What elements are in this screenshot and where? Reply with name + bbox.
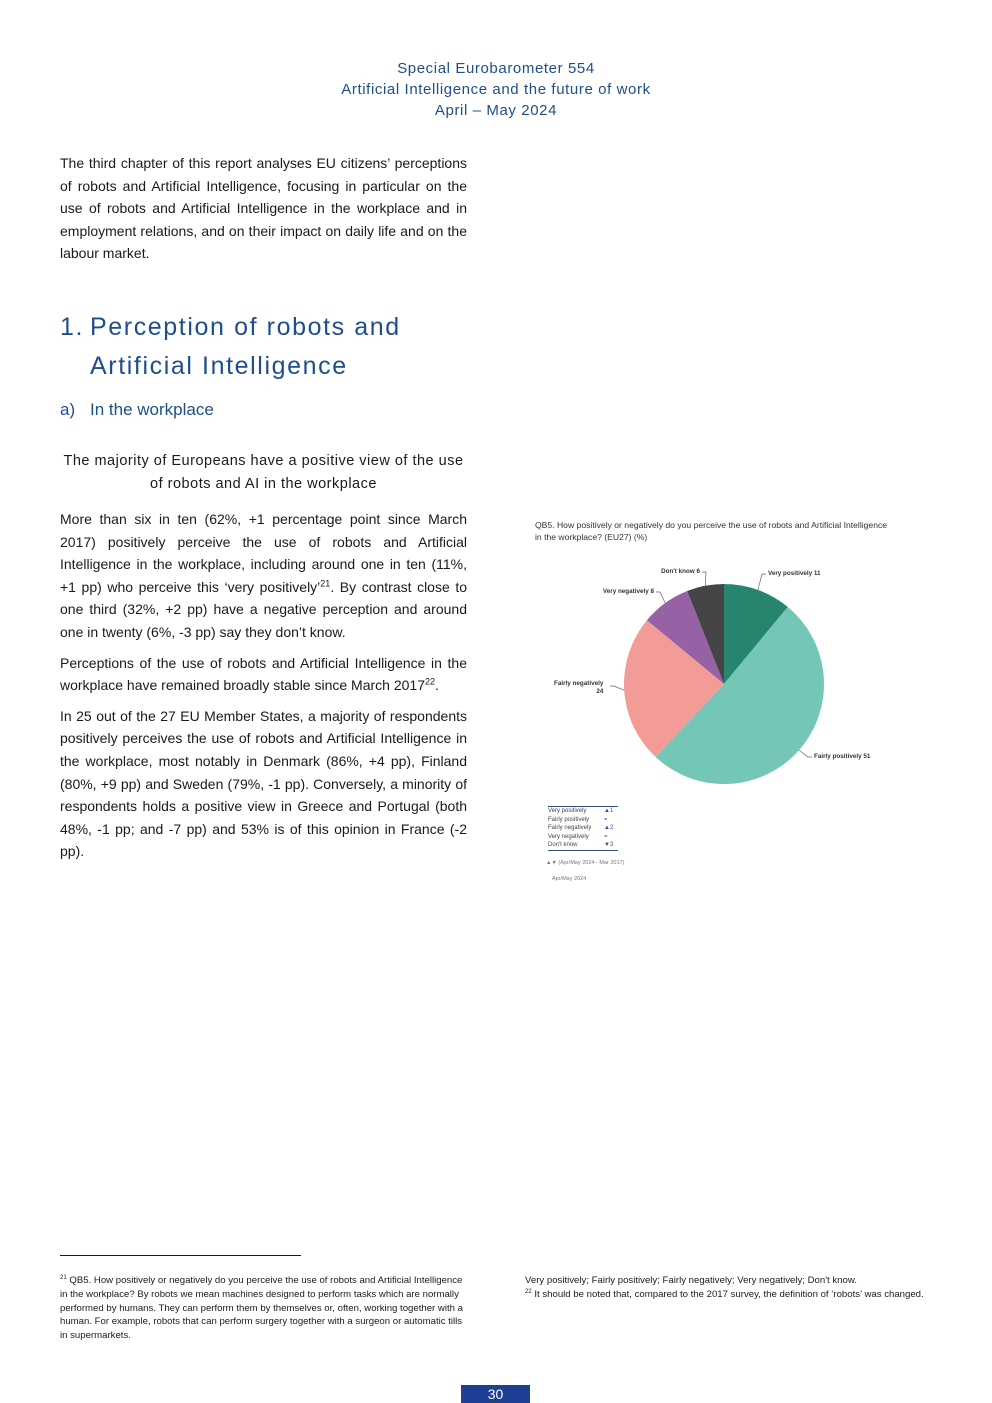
header-report-topic: Artificial Intelligence and the future of work xyxy=(341,81,651,98)
footnote-divider xyxy=(60,1255,301,1256)
header-report-date: April – May 2024 xyxy=(434,102,558,119)
footnote-continuation xyxy=(525,1274,937,1302)
body-paragraph-1 xyxy=(60,508,467,644)
legend-row xyxy=(548,833,618,842)
header-report-name: Special Eurobarometer 554 xyxy=(397,60,595,77)
legend-label: Don't know xyxy=(548,842,578,848)
slice-label-very-positively: Very positively 11 xyxy=(768,570,821,577)
chart-legend xyxy=(548,806,618,851)
footnote-22 xyxy=(525,1288,937,1302)
legend-row xyxy=(548,824,618,833)
legend-row xyxy=(548,807,618,816)
body-paragraph-1-text-a: More than six in ten (62%, +1 percentage point since March 2017) positively perceive the use of robots and Artificial Intelligence in the workplace, including around one in ten (11%, +1 pp) who perceive this ‘very positively’ xyxy=(60,511,467,595)
section-title-line2: Artificial Intelligence xyxy=(90,352,348,380)
key-finding-callout: The majority of Europeans have a positive view of the use of robots and AI in the workplace xyxy=(63,453,464,492)
leader-line xyxy=(799,750,812,757)
legend-label: Fairly negatively xyxy=(548,825,592,831)
section-number: 1. xyxy=(60,313,85,341)
legend-label: Very positively xyxy=(548,808,587,814)
legend-date: Apr/May 2024 xyxy=(552,876,587,882)
footnote-22-number: 22 xyxy=(525,1288,532,1295)
footnote-21-text: QB5. How positively or negatively do you perceive the use of robots and Artificial Intelligence in the workplace? By robots we mean machines designed to perform tasks which are normally performed by humans. They can perform them by themselves or, often, working together with a human. For example, robots that can perform surgery together with a surgeon or automatic tills in supermarkets. xyxy=(60,1275,463,1342)
body-paragraph-2-text-b: . xyxy=(435,677,439,694)
footnote-ref-21[interactable]: 21 xyxy=(320,578,331,589)
slice-label-fairly-positively: Fairly positively 51 xyxy=(814,753,871,760)
body-paragraph-3: In 25 out of the 27 EU Member States, a majority of respondents positively perceives the use of robots and Artificial Intelligence in the workplace, most notably in Denmark (86%, +4 pp), Finland (80%, +9 pp) and Sweden (79%, -1 pp). Conversely, a minority of respondents holds a positive view in Greece and Portugal (both 48%, -1 pp; and -7 pp) and 53% is of this opinion in France (-2 pp). xyxy=(60,707,467,860)
leader-line xyxy=(702,572,706,586)
legend-label: Very negatively xyxy=(548,833,589,840)
leader-line xyxy=(758,574,766,590)
legend-label: Fairly positively xyxy=(548,816,590,823)
slice-label-don-t-know: Don't know 6 xyxy=(661,568,700,575)
legend-change: ▲1 xyxy=(604,808,614,814)
footnote-21-number: 21 xyxy=(60,1274,67,1281)
legend-row xyxy=(548,841,618,850)
legend-change: ▼3 xyxy=(604,842,614,848)
intro-paragraph: The third chapter of this report analyses EU citizens’ perceptions of robots and Artificial Intelligence, focusing in particular on the use of robots and Artificial Intelligence in the workplace and in employment relations, and on their impact on daily life and on the labour market. xyxy=(60,155,467,262)
body-paragraph-2-text-a: Perceptions of the use of robots and Artificial Intelligence in the workplace have remained broadly stable since March 2017 xyxy=(60,654,467,694)
body-paragraph-1-text-b: . By contrast close to one third (32%, +2 pp) have a negative perception and around one in twenty (6%, -3 pp) say they don’t know. xyxy=(60,578,468,640)
slice-label-fairly-negatively: Fairly negatively 24 xyxy=(554,680,604,695)
intro-block xyxy=(60,152,467,265)
footnote-22-text: It should be noted that, compared to the 2017 survey, the definition of ‘robots’ was changed. xyxy=(534,1288,924,1300)
body-paragraph-2 xyxy=(60,652,467,697)
subsection-title: In the workplace xyxy=(90,400,214,419)
legend-change: ▲2 xyxy=(604,825,614,831)
footnote-21-continuation: Very positively; Fairly positively; Fairly negatively; Very negatively; Don't know. xyxy=(525,1275,857,1286)
section-title-line1: Perception of robots and xyxy=(90,313,401,341)
report-header xyxy=(0,58,992,121)
page-number: 30 xyxy=(461,1385,530,1403)
subsection-heading xyxy=(60,398,214,422)
leader-line xyxy=(610,686,624,690)
slice-label-very-negatively: Very negatively 8 xyxy=(602,588,654,595)
legend-change: = xyxy=(604,833,608,840)
legend-note: ▲▼ (Apr/May 2024 - Mar 2017) xyxy=(546,860,625,866)
chart-title: QB5. How positively or negatively do you perceive the use of robots and Artificial Intelligence in the workplace? (EU27) (%) xyxy=(535,520,888,542)
section-heading xyxy=(60,308,480,386)
footnote-21 xyxy=(60,1274,468,1343)
subsection-number: a) xyxy=(60,400,76,419)
leader-line xyxy=(656,592,665,603)
footnote-ref-22[interactable]: 22 xyxy=(424,676,435,687)
body-text xyxy=(60,508,467,871)
legend-row xyxy=(548,816,618,825)
legend-change: = xyxy=(604,816,608,823)
